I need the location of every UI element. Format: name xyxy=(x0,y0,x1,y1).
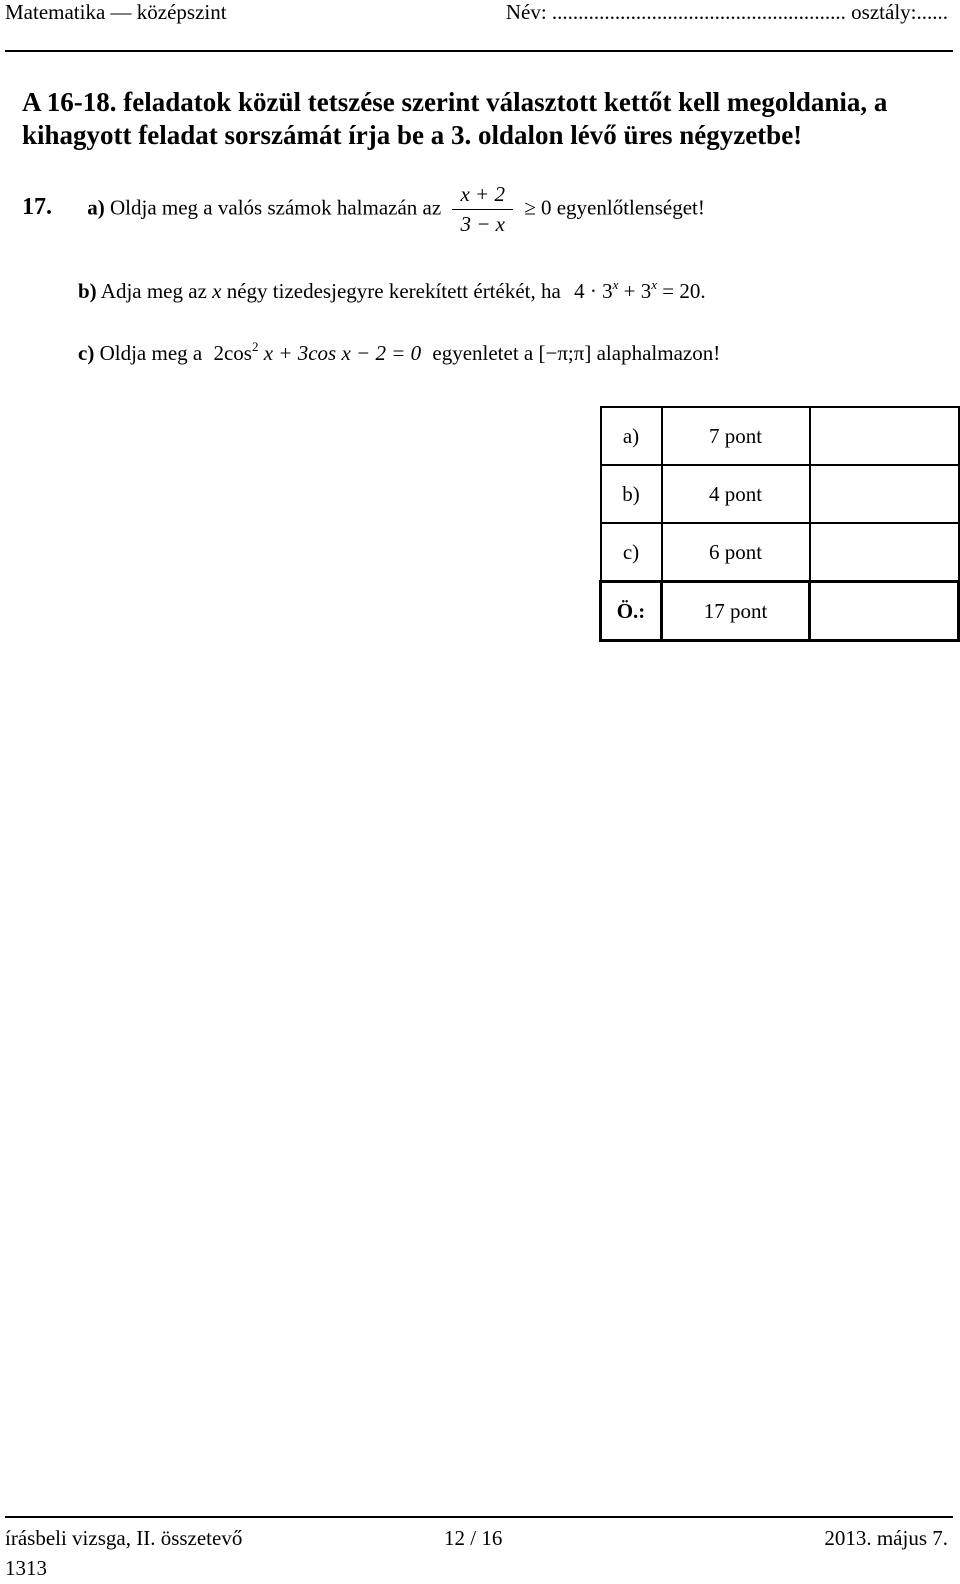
score-part: b) xyxy=(601,465,662,523)
part-b-var: x xyxy=(212,279,222,303)
instructions: A 16-18. feladatok közül tetszése szerint választott kettőt kell megoldania, a kihagyott feladat sorszámát írja be a 3. oldalon lévő üres négyzetbe! xyxy=(22,87,888,150)
score-blank-cell[interactable] xyxy=(810,465,959,523)
inequality-fraction xyxy=(452,182,513,237)
part-b-label: b) xyxy=(78,279,97,303)
header-rule xyxy=(5,50,953,52)
problem-17b xyxy=(78,277,706,304)
header-name-class: Név: ........................................................ osztály:...... xyxy=(505,0,948,24)
score-blank-cell[interactable] xyxy=(810,407,959,465)
part-c-text-after: alaphalmazon! xyxy=(596,341,721,365)
score-part: a) xyxy=(601,407,662,465)
score-blank-cell[interactable] xyxy=(810,523,959,582)
page-number: 12 / 16 xyxy=(444,1526,503,1550)
fraction-numerator: x + 2 xyxy=(452,182,513,210)
fraction-denominator: 3 − x xyxy=(460,212,505,236)
score-part-total: Ö.: xyxy=(601,582,662,641)
part-a-label: a) xyxy=(87,195,105,220)
equation-c: $2\cos^2$ x + 3cos x − 2 = 0 xyxy=(213,339,422,365)
score-points-total: 17 pont xyxy=(662,582,810,641)
footer-rule xyxy=(5,1516,953,1518)
inequality-relation: ≥ 0 xyxy=(524,195,552,220)
part-b-text-2: négy tizedesjegyre kerekített értékét, ha xyxy=(226,279,561,303)
score-table xyxy=(599,406,960,642)
problem-number: 17. xyxy=(22,194,52,221)
part-a-text-after: egyenlőtlenséget! xyxy=(556,195,705,220)
score-points: 6 pont xyxy=(662,523,810,582)
part-a-text: Oldja meg a valós számok halmazán az xyxy=(110,195,442,220)
score-row xyxy=(601,523,959,582)
footer-code: 1313 xyxy=(5,1556,47,1580)
score-blank-cell-total[interactable] xyxy=(810,582,959,641)
score-points: 4 pont xyxy=(662,465,810,523)
part-c-text-mid: egyenletet a xyxy=(432,341,534,365)
part-c-text: Oldja meg a xyxy=(99,341,203,365)
footer-date: 2013. május 7. xyxy=(824,1526,948,1550)
score-part: c) xyxy=(601,523,662,582)
problem-17a xyxy=(22,182,705,237)
part-b-text-1: Adja meg az xyxy=(100,279,207,303)
score-row xyxy=(601,465,959,523)
part-c-label: c) xyxy=(78,341,95,365)
problem-17c xyxy=(78,339,720,366)
score-row-total xyxy=(601,582,959,641)
equation-b: $4 \cdot 3^x + 3^x = 20$. xyxy=(574,277,706,303)
interval: [−π;π] xyxy=(538,341,592,365)
header-subject: Matematika — középszint xyxy=(5,0,227,24)
score-row xyxy=(601,407,959,465)
footer-exam: írásbeli vizsga, II. összetevő xyxy=(5,1526,243,1550)
score-points: 7 pont xyxy=(662,407,810,465)
